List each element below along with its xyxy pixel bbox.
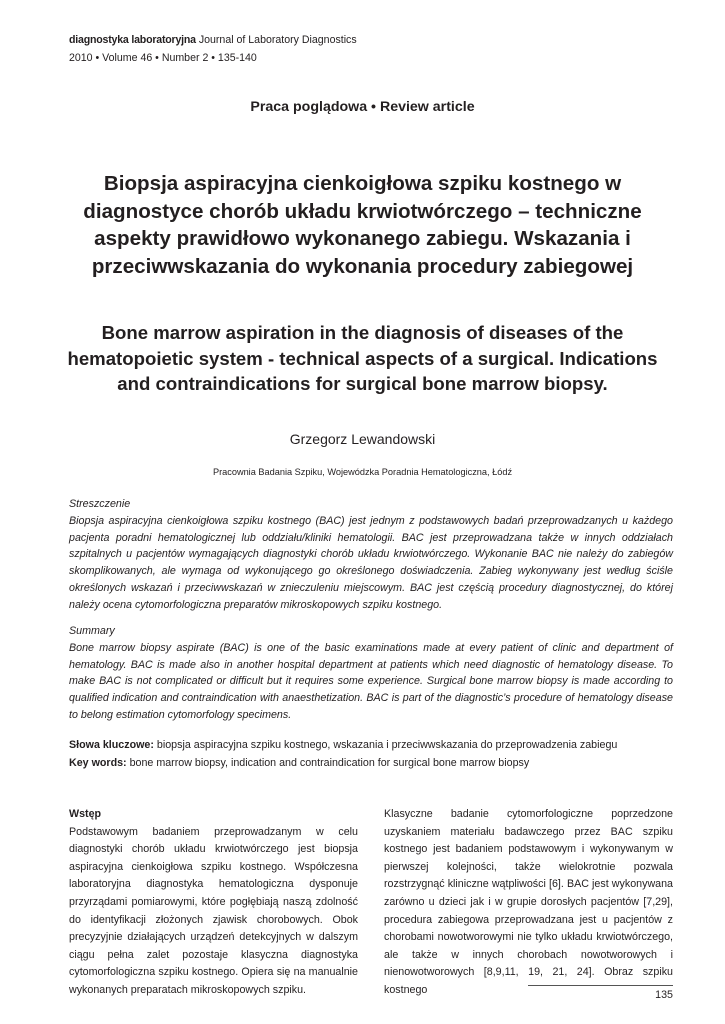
journal-subtitle: Journal of Laboratory Diagnostics <box>198 34 357 46</box>
body-column-right <box>384 806 673 1000</box>
keywords-polish-label: Słowa kluczowe: <box>69 739 154 751</box>
body-column-left <box>69 806 358 1000</box>
article-type: Praca poglądowa • Review article <box>250 99 475 115</box>
abstract-english <box>69 623 673 724</box>
keywords-polish-text: biopsja aspiracyjna szpiku kostnego, wskazania i przeciwwskazania do przeprowadzenia zabiegu <box>156 739 618 751</box>
affiliation: Pracownia Badania Szpiku, Wojewódzka Poradnia Hematologiczna, Łódź <box>212 467 513 477</box>
section-title: Wstęp <box>69 808 102 820</box>
abstract-english-text: Bone marrow biopsy aspirate (BAC) is one of the basic examinations made at every patient of clinic and department of hematology. BAC is made also in another hospital department at patients which need diagnostic of hematology disease. To make BAC is not complicated or difficult but it requires some experience. Surgical bone marrow biopsy is made according to qualified indication and contraindication with anaesthetization. BAC is part of the diagnostic’s procedure of hematology disease to belong estimation cytomorfology specimens. <box>69 641 673 721</box>
abstract-polish-label: Streszczenie <box>69 498 131 510</box>
body-left-text: Podstawowym badaniem przeprowadzanym w celu diagnostyki chorób układu krwiotwórczego jest biopsja aspiracyjna cienkoigłowa szpiku kostnego. Współczesna laboratoryjna diagnostyka hematologiczna dysponuje przyrządami pomiarowymi, które pogłębiają naszą zdolność do identyfikacji złożonych zjawisk chorobowych. Obok precyzyjnie działających urządzeń detekcyjnych w dalszym ciągu pełna zalet pozostaje klasyczna diagnostyka cytomorfologiczna szpiku kostnego. Opiera się na manualnie wykonanych preparatach mikroskopowych szpiku. <box>69 825 358 996</box>
keywords-polish <box>69 737 679 754</box>
title-english: Bone marrow aspiration in the diagnosis of diseases of the hematopoietic system - technical aspects of a surgical. Indications and contraindications for surgical bone marrow biopsy. <box>67 322 658 394</box>
abstract-polish <box>69 496 673 614</box>
keywords-english <box>69 755 679 772</box>
journal-brand: diagnostyka laboratoryjna <box>69 34 196 46</box>
title-polish: Biopsja aspiracyjna cienkoigłowa szpiku kostnego w diagnostyce chorób układu krwiotwórczego – techniczne aspekty prawidłowo wykonanego zabiegu. Wskazania i przeciwwskazania do wykonania procedury zabiegowej <box>83 172 642 278</box>
abstract-english-label: Summary <box>69 625 115 637</box>
body-right-text: Klasyczne badanie cytomorfologiczne poprzedzone uzyskaniem materiału badawczego przez BAC szpiku kostnego jest badaniem podstawowym i wykonywanym w pierwszej kolejności, także wielokrotnie pozwala rozstrzygnąć kliniczne wątpliwości [6]. BAC jest wykonywana zarówno u dzieci jak i w grupie dorosłych pacjentów [7,29], procedura zabiegowa przeprowadzana jest u pacjentów z chorobami nowotworowymi nie tylko układu krwiotwórczego, ale także w innych chorobach nowotworowych i nienowotworowych [8,9,11, 19, 21, 24]. Obraz szpiku kostnego <box>384 808 673 996</box>
author: Grzegorz Lewandowski <box>289 431 436 447</box>
footer-rule <box>528 985 673 986</box>
keywords-english-text: bone marrow biopsy, indication and contraindication for surgical bone marrow biopsy <box>129 757 530 769</box>
issue-info: 2010 • Volume 46 • Number 2 • 135-140 <box>69 52 257 64</box>
abstract-polish-text: Biopsja aspiracyjna cienkoigłowa szpiku kostnego (BAC) jest jednym z podstawowych badań przeprowadzanych u każdego pacjenta poradni hematologicznej lub oddziału/kliniki hematologii. BAC jest przeprowadzana także w innych oddziałach szpitalnych u pacjentów wymagających diagnostyki chorób układu krwiotwórczego. Wykonanie BAC nie należy do zabiegów skomplikowanych, ale wymaga od wykonującego go określonego doświadczenia. Zabieg wykonywany jest według ściśle określonych wskazań i przeciwwskazań w znieczuleniu miejscowym. BAC jest częścią procedury diagnostycznej, do której należy ocena cytomorfologiczna preparatów mikroskopowych szpiku kostnego. <box>69 514 673 611</box>
keywords-english-label: Key words: <box>69 757 127 769</box>
journal-name-line <box>69 31 357 49</box>
page-number: 135 <box>655 989 673 1001</box>
journal-header <box>69 31 357 67</box>
